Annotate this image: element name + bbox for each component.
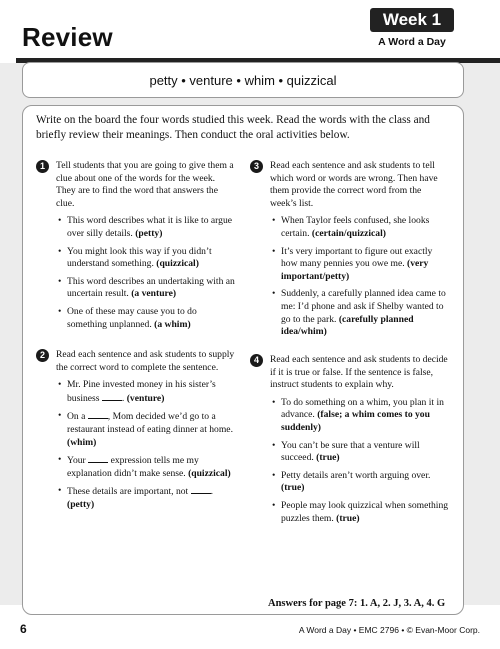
list-item bbox=[272, 246, 450, 284]
list-item bbox=[272, 215, 450, 240]
item-answer: (quizzical) bbox=[156, 258, 199, 270]
section-number-badge: 4 bbox=[250, 354, 263, 367]
section-2 bbox=[36, 349, 236, 517]
list-item bbox=[58, 410, 236, 449]
page-number: 6 bbox=[20, 622, 27, 636]
section-4 bbox=[250, 354, 450, 530]
item-text: Suddenly, a carefully planned idea came to me: I’d phone and ask if Shelby wanted to go to the park. bbox=[281, 288, 446, 325]
list-item bbox=[58, 276, 236, 301]
word-list-box bbox=[22, 62, 464, 98]
item-text: It’s very important to figure out exactly how many pennies you owe me. bbox=[281, 245, 433, 270]
section-instructions: Read each sentence and ask students to supply the correct word to complete the sentence. bbox=[56, 349, 235, 373]
list-item bbox=[58, 454, 236, 480]
answer-blank bbox=[102, 392, 122, 401]
item-list bbox=[250, 215, 450, 338]
list-item bbox=[272, 500, 450, 525]
section-instructions: Tell students that you are going to give them a clue about one of the words for the week. They are to find the word that answers the clue. bbox=[56, 160, 234, 209]
list-item bbox=[272, 397, 450, 435]
item-answer: (whim) bbox=[67, 436, 97, 448]
section-number-badge: 1 bbox=[36, 160, 49, 173]
item-text: To do something on a whim, you plan it in advance. bbox=[281, 396, 444, 421]
item-answer: (petty) bbox=[67, 498, 95, 510]
section-instructions: Read each sentence and ask students to decide if it is true or false. If the sentence is false, instruct students to explain why. bbox=[270, 354, 448, 391]
item-text: People may look quizzical when something puzzles them. bbox=[281, 499, 449, 524]
item-text: This word describes what it is like to argue over silly details. bbox=[67, 215, 233, 239]
item-text: This word describes an undertaking with an uncertain result. bbox=[67, 275, 235, 300]
footer-credit: A Word a Day • EMC 2796 • © Evan-Moor Corp. bbox=[298, 625, 480, 635]
item-answer: (petty) bbox=[135, 227, 163, 239]
answer-blank bbox=[191, 485, 211, 494]
item-answer: (false; a whim comes to you suddenly) bbox=[281, 409, 430, 433]
item-text: You can’t be sure that a venture will succeed. bbox=[281, 439, 420, 464]
week-subtitle: A Word a Day bbox=[378, 36, 446, 48]
item-text: Petty details aren’t worth arguing over. bbox=[281, 469, 431, 481]
item-list bbox=[36, 215, 236, 331]
intro-paragraph: Write on the board the four words studied this week. Read the words with the class and briefly review their meanings. Then conduct the oral activities below. bbox=[36, 114, 430, 141]
item-text: You might look this way if you didn’t understand something. bbox=[67, 245, 212, 270]
week-badge: Week 1 bbox=[370, 8, 454, 32]
section-instructions: Read each sentence and ask students to tell which word or words are wrong. Then have them provide the correct word from the week’s list. bbox=[270, 160, 438, 209]
item-list bbox=[36, 379, 236, 511]
list-item bbox=[58, 379, 236, 405]
section-1 bbox=[36, 160, 236, 336]
item-answer: (true) bbox=[281, 482, 305, 494]
item-answer: (true) bbox=[336, 512, 360, 524]
list-item bbox=[58, 306, 236, 331]
section-number-badge: 2 bbox=[36, 349, 49, 362]
item-text: One of these may cause you to do something unplanned. bbox=[67, 305, 197, 330]
section-3 bbox=[250, 160, 450, 344]
item-answer: (true) bbox=[316, 452, 340, 464]
item-list bbox=[250, 397, 450, 525]
list-item bbox=[58, 246, 236, 271]
answer-blank bbox=[88, 454, 108, 463]
item-text: Your bbox=[67, 455, 86, 467]
page-title: Review bbox=[22, 22, 113, 52]
answers-note: Answers for page 7: 1. A, 2. J, 3. A, 4. G bbox=[268, 598, 446, 609]
item-answer: (carefully planned idea/whim) bbox=[281, 313, 414, 338]
list-item bbox=[272, 470, 450, 495]
list-item bbox=[272, 440, 450, 465]
item-text: On a bbox=[67, 411, 86, 423]
item-text: These details are important, not bbox=[67, 486, 189, 498]
item-text-after-blank: , Mom decided we’d go to a restaurant instead of eating dinner at home. bbox=[67, 411, 233, 435]
section-number-badge: 3 bbox=[250, 160, 263, 173]
item-text-after-blank: . bbox=[121, 392, 125, 404]
item-text: Mr. Pine invested money in his sister’s business bbox=[67, 379, 216, 404]
item-answer: (certain/quizzical) bbox=[311, 227, 386, 239]
list-item bbox=[58, 215, 236, 240]
item-text-after-blank: expression tells me my explanation didn’t make sense. bbox=[67, 455, 199, 479]
item-answer: (a whim) bbox=[154, 318, 191, 330]
answer-blank bbox=[88, 410, 108, 419]
list-item bbox=[272, 288, 450, 338]
item-answer: (quizzical) bbox=[188, 467, 231, 479]
list-item bbox=[58, 485, 236, 511]
item-answer: (very important/petty) bbox=[281, 258, 429, 282]
item-text: When Taylor feels confused, she looks certain. bbox=[281, 215, 430, 239]
item-answer: (a venture) bbox=[131, 288, 177, 300]
word-list: petty • venture • whim • quizzical bbox=[149, 72, 337, 88]
item-text-after-blank: . bbox=[210, 486, 214, 498]
item-answer: (venture) bbox=[126, 392, 165, 404]
